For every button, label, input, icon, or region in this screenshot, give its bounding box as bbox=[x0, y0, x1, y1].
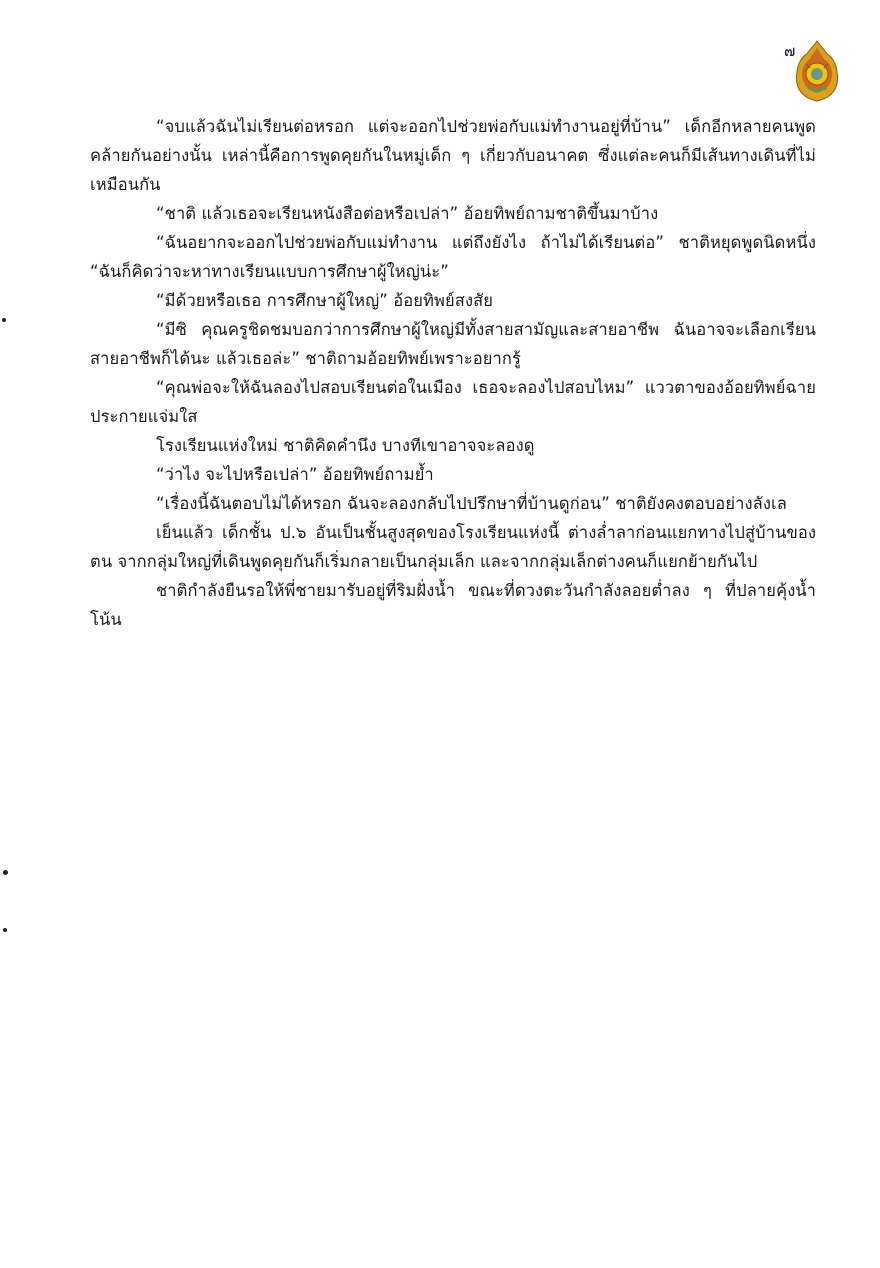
school-emblem-icon bbox=[794, 40, 840, 102]
paragraph: “เรื่องนี้ฉันตอบไม่ได้หรอก ฉันจะลองกลับไปปรึกษาที่บ้านดูก่อน” ชาติยังคงตอบอย่างลังเล bbox=[156, 494, 787, 513]
page-number: ๗ bbox=[784, 42, 796, 60]
paragraph: “คุณพ่อจะให้ฉันลองไปสอบเรียนต่อในเมือง เธอจะลองไปสอบไหม” แววตาของอ้อยทิพย์ฉายประกายแจ่มใส bbox=[90, 378, 816, 426]
paragraph: ชาติกำลังยืนรอให้พี่ชายมารับอยู่ที่ริมฝั่งน้ำ ขณะที่ดวงตะวันกำลังลอยต่ำลง ๆ ที่ปลายคุ้งน้ำโน้น bbox=[90, 581, 816, 629]
paragraph: “ชาติ แล้วเธอจะเรียนหนังสือต่อหรือเปล่า” อ้อยทิพย์ถามชาติขึ้นมาบ้าง bbox=[156, 204, 659, 223]
paragraph: “ว่าไง จะไปหรือเปล่า” อ้อยทิพย์ถามย้ำ bbox=[156, 465, 434, 484]
paragraph: โรงเรียนแห่งใหม่ ชาติคิดคำนึง บางทีเขาอาจจะลองดู bbox=[156, 436, 535, 455]
paragraph: “มีซิ คุณครูชิดชมบอกว่าการศึกษาผู้ใหญ่มีทั้งสายสามัญและสายอาชีพ ฉันอาจจะเลือกเรียนสายอาชีพก็ได้นะ แล้วเธอล่ะ” ชาติถามอ้อยทิพย์เพราะอยากรู้ bbox=[90, 320, 816, 368]
scan-artifact-dot bbox=[3, 870, 8, 875]
story-text bbox=[90, 112, 816, 634]
paragraph: “มีด้วยหรือเธอ การศึกษาผู้ใหญ่” อ้อยทิพย์สงสัย bbox=[156, 291, 494, 310]
paragraph: “ฉันอยากจะออกไปช่วยพ่อกับแม่ทำงาน แต่ถึงยังไง ถ้าไม่ได้เรียนต่อ” ชาติหยุดพูดนิดหนึ่ง “ฉันก็คิดว่าจะหาทางเรียนแบบการศึกษาผู้ใหญ่น่ะ” bbox=[90, 233, 816, 281]
paragraph: “จบแล้วฉันไม่เรียนต่อหรอก แต่จะออกไปช่วยพ่อกับแม่ทำงานอยู่ที่บ้าน” เด็กอีกหลายคนพูดคล้ายกันอย่างนั้น เหล่านี้คือการพูดคุยกันในหมู่เด็ก ๆ เกี่ยวกับอนาคต ซึ่งแต่ละคนก็มีเส้นทางเดินที่ไม่เหมือนกัน bbox=[90, 117, 816, 194]
paragraph: เย็นแล้ว เด็กชั้น ป.๖ อันเป็นชั้นสูงสุดของโรงเรียนแห่งนี้ ต่างล่ำลาก่อนแยกทางไปสู่บ้านของตน จากกลุ่มใหญ่ที่เดินพูดคุยกันก็เริ่มกลายเป็นกลุ่มเล็ก และจากกลุ่มเล็กต่างคนก็แยกย้ายกันไป bbox=[90, 523, 816, 571]
scan-artifact-dot bbox=[2, 318, 6, 322]
scan-artifact-dot bbox=[3, 928, 7, 932]
